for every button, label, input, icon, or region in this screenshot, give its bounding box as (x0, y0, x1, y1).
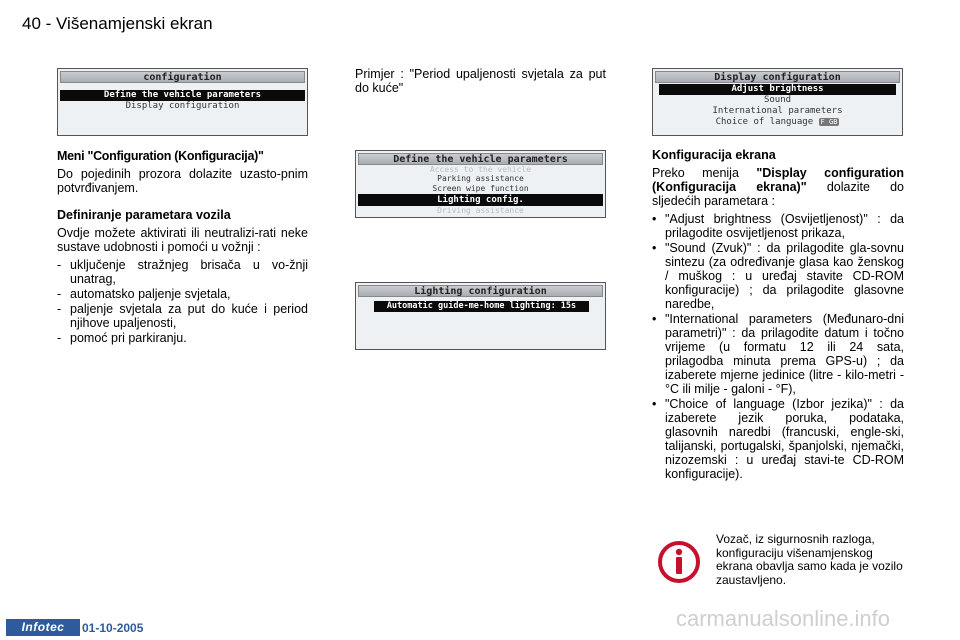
screen-line: Driving assistance (437, 206, 524, 215)
heading-configuration-menu: Meni "Configuration (Konfiguracija)" (57, 149, 264, 163)
footer-date: 01-10-2005 (82, 621, 144, 635)
screen-line: Choice of language F GB (715, 117, 838, 127)
middle-column (355, 67, 606, 99)
left-column (57, 149, 308, 346)
screen-header: configuration (60, 71, 305, 83)
screen-line: Define the vehicle parameters (60, 90, 305, 101)
list-item: - uključenje stražnjeg brisača u vo-žnji unatrag, (57, 258, 308, 286)
list-item: • "Choice of language (Izbor jezika)" : da izaberete jezik poruka, podataka, glasovnih naredbi (francuski, engle-ski, talijanski, portugalski, španjolski, njemački, nizozemski : u uređaj stavi-te CD-ROM konfiguracije). (652, 397, 904, 481)
info-icon (657, 540, 701, 584)
screen-line: International parameters (712, 106, 843, 116)
screen-configuration (57, 68, 308, 136)
screen-line: Parking assistance (437, 174, 524, 183)
footer-logo: Infotec (6, 619, 80, 636)
screen-header: Lighting configuration (358, 285, 603, 297)
screen-header: Display configuration (655, 71, 900, 83)
paragraph: Preko menija "Display configuration (Konfiguracija ekrana)" dolazite do sljedećih parametara : (652, 166, 904, 208)
screen-line: Lighting config. (358, 194, 603, 206)
screen-line: Access to the vehicle (429, 165, 532, 174)
screen-header: Define the vehicle parameters (358, 153, 603, 165)
screen-line: Adjust brightness (659, 84, 896, 95)
paragraph: Do pojedinih prozora dolazite uzasto-pnim potvrđivanjem. (57, 167, 308, 195)
screen-line: Sound (763, 95, 792, 105)
display-parameters-list (652, 212, 904, 481)
paragraph: Ovdje možete aktivirati ili neutralizi-rati neke sustave udobnosti i pomoći u vožnji : (57, 226, 308, 254)
screen-line: Screen wipe function (432, 184, 529, 193)
list-item: - automatsko paljenje svjetala, (57, 287, 231, 301)
screen-display-configuration (652, 68, 903, 136)
list-item: - paljenje svjetala za put do kuće i period njihove upaljenosti, (57, 302, 308, 330)
screen-vehicle-parameters (355, 150, 606, 218)
heading-display-configuration: Konfiguracija ekrana (652, 148, 776, 162)
screen-line: Automatic guide-me-home lighting: 15s (374, 301, 589, 312)
heading-vehicle-parameters: Definiranje parametara vozila (57, 208, 231, 222)
page-title: 40 - Višenamjenski ekran (22, 14, 213, 33)
right-column (652, 148, 904, 482)
list-item: • "International parameters (Međunaro-dni parametri)" : da prilagodite datum i točno vrijeme (u formatu 12 ili 24 sata, prilagodba minuta prema GPS-u) ; da izaberete mjerne jedinice (litre - kilo-metri - °C ili milje - galoni - °F), (652, 312, 904, 396)
list-item: - pomoć pri parkiranju. (57, 331, 187, 345)
list-item: • "Adjust brightness (Osvijetljenost)" : da prilagodite osvijetljenost prikaza, (652, 212, 904, 240)
screen-lighting-configuration (355, 282, 606, 350)
vehicle-parameters-list (57, 258, 308, 345)
watermark: carmanualsonline.info (676, 606, 891, 631)
screen-line: Display configuration (125, 101, 240, 111)
example-caption: Primjer : "Period upaljenosti svjetala za put do kuće" (355, 67, 606, 95)
safety-note: Vozač, iz sigurnosnih razloga, konfiguraciju višenamjenskog ekrana obavlja samo kada je vozilo zaustavljeno. (716, 532, 903, 587)
list-item: • "Sound (Zvuk)" : da prilagodite gla-sovnu sintezu (za određivanje glasa kao ženskog / muškog : u uređaj stavite CD-ROM konfiguracije) ; da prilagodite glasovne naredbe, (652, 241, 904, 311)
language-flags: F GB (820, 118, 838, 126)
